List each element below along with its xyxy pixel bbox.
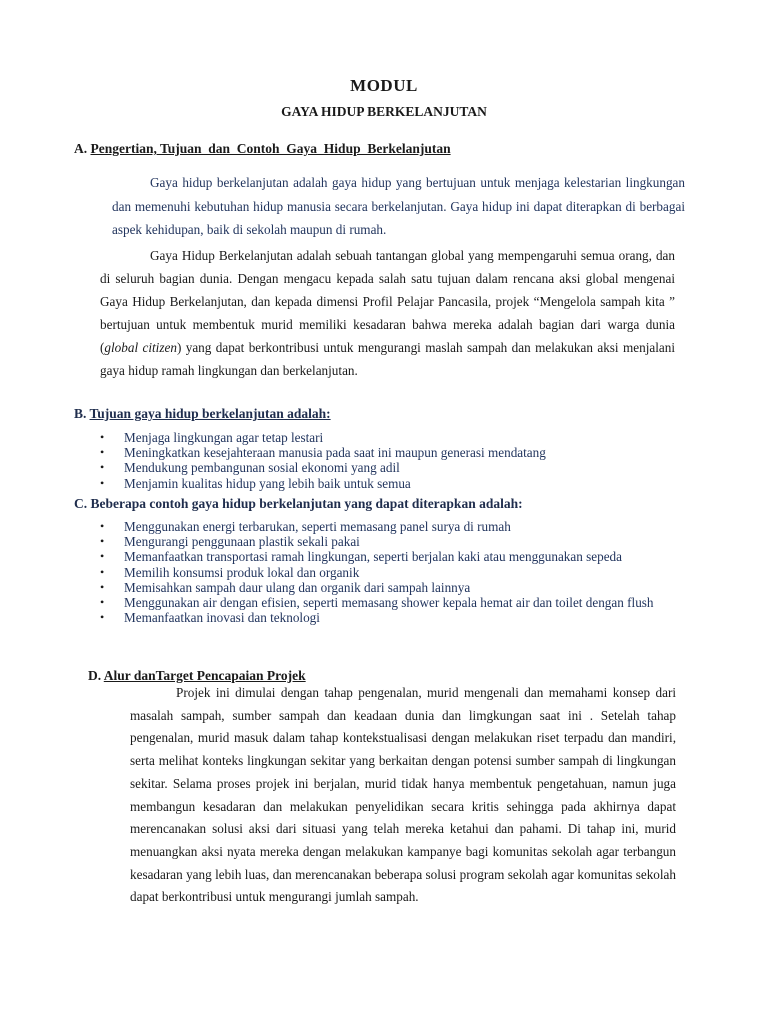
list-item: • Memilih konsumsi produk lokal dan organik — [98, 565, 678, 580]
list-item: • Menggunakan air dengan efisien, seperti memasang shower kepala hemat air dan toilet dengan flush — [98, 595, 678, 610]
section-a-heading — [74, 141, 451, 157]
section-a-letter: A. — [74, 141, 88, 156]
section-a-title: Pengertian, Tujuan dan Contoh Gaya Hidup Berkelanjutan — [90, 141, 451, 156]
list-item: • Menjamin kualitas hidup yang lebih baik untuk semua — [98, 476, 678, 491]
document-title: MODUL — [350, 76, 418, 95]
list-item: • Menggunakan energi terbarukan, seperti memasang panel surya di rumah — [98, 519, 678, 534]
list-item: • Memanfaatkan transportasi ramah lingkungan, seperti berjalan kaki atau menggunakan sepeda — [98, 549, 678, 564]
section-b-list — [98, 430, 678, 491]
list-item: • Meningkatkan kesejahteraan manusia pada saat ini maupun generasi mendatang — [98, 445, 678, 460]
section-b-heading — [74, 406, 331, 422]
section-c-heading: C. Beberapa contoh gaya hidup berkelanjutan yang dapat diterapkan adalah: — [74, 496, 523, 511]
section-c-list — [98, 519, 678, 625]
section-a-paragraph-1: Gaya hidup berkelanjutan adalah gaya hidup yang bertujuan untuk menjaga kelestarian lingkungan dan memenuhi kebutuhan hidup manusia secara berkelanjutan. Gaya hidup ini dapat diterapkan di berbagai aspek kehidupan, baik di sekolah maupun di rumah. — [112, 175, 685, 237]
paragraph-2-text-before: Gaya Hidup Berkelanjutan adalah sebuah tantangan global yang mempengaruhi semua orang, dan di seluruh bagian dunia. Dengan mengacu kepada salah satu tujuan dalam rencana aksi global mengenai Gaya Hidup Berkelanjutan, dan kepada dimensi Profil Pelajar Pancasila, projek “Mengelola sampah kita ” bertujuan untuk membentuk murid memiliki kesadaran bahwa mereka adalah bagian dari warga dunia ( — [100, 248, 675, 356]
section-d-title: Alur danTarget Pencapaian Projek — [103, 668, 306, 683]
section-b-title: Tujuan gaya hidup berkelanjutan adalah: — [89, 406, 331, 421]
list-item: • Mendukung pembangunan sosial ekonomi yang adil — [98, 460, 678, 475]
section-b-letter: B. — [74, 406, 87, 421]
document-subtitle: GAYA HIDUP BERKELANJUTAN — [281, 104, 487, 119]
list-item: • Menjaga lingkungan agar tetap lestari — [98, 430, 678, 445]
section-d-letter: D. — [88, 668, 102, 683]
paragraph-2-text-after: ) yang dapat berkontribusi untuk mengurangi maslah sampah dan melakukan aksi menjalani gaya hidup ramah lingkungan dan berkelanjutan. — [100, 340, 675, 379]
section-a-paragraph-2 — [100, 244, 675, 383]
section-d-paragraph: Projek ini dimulai dengan tahap pengenalan, murid mengenali dan memahami konsep dari masalah sampah, sumber sampah dan keadaan dunia dan limgkungan saat ini . Setelah tahap pengenalan, murid masuk dalam tahap kontekstualisasi dengan melakukan riset terpadu dan mandiri, serta melihat konteks lingkungan sekitar yang berkaitan dengan potensi sumber sampah di lingkungan sekitar. Selama proses projek ini berjalan, murid tidak hanya membentuk pengetahuan, namun juga membangun kesadaran dan melakukan penyelidikan secara kritis sehingga pada akhirnya dapat merencanakan solusi aksi dari situasi yang telah mereka ketahui dan pahami. Di tahap ini, murid menuangkan aksi nyata mereka dengan melakukan kampanye bagi komunitas sekolah agar terbangun kesadaran yang lebih luas, dan merencanakan beberapa solusi program sekolah agar komunitas sekolah dapat berkontribusi untuk mengurangi jumlah sampah. — [130, 685, 676, 905]
paragraph-2-italic-term: global citizen — [104, 340, 177, 356]
list-item: • Mengurangi penggunaan plastik sekali pakai — [98, 534, 678, 549]
list-item: • Memanfaatkan inovasi dan teknologi — [98, 610, 678, 625]
list-item: • Memisahkan sampah daur ulang dan organik dari sampah lainnya — [98, 580, 678, 595]
